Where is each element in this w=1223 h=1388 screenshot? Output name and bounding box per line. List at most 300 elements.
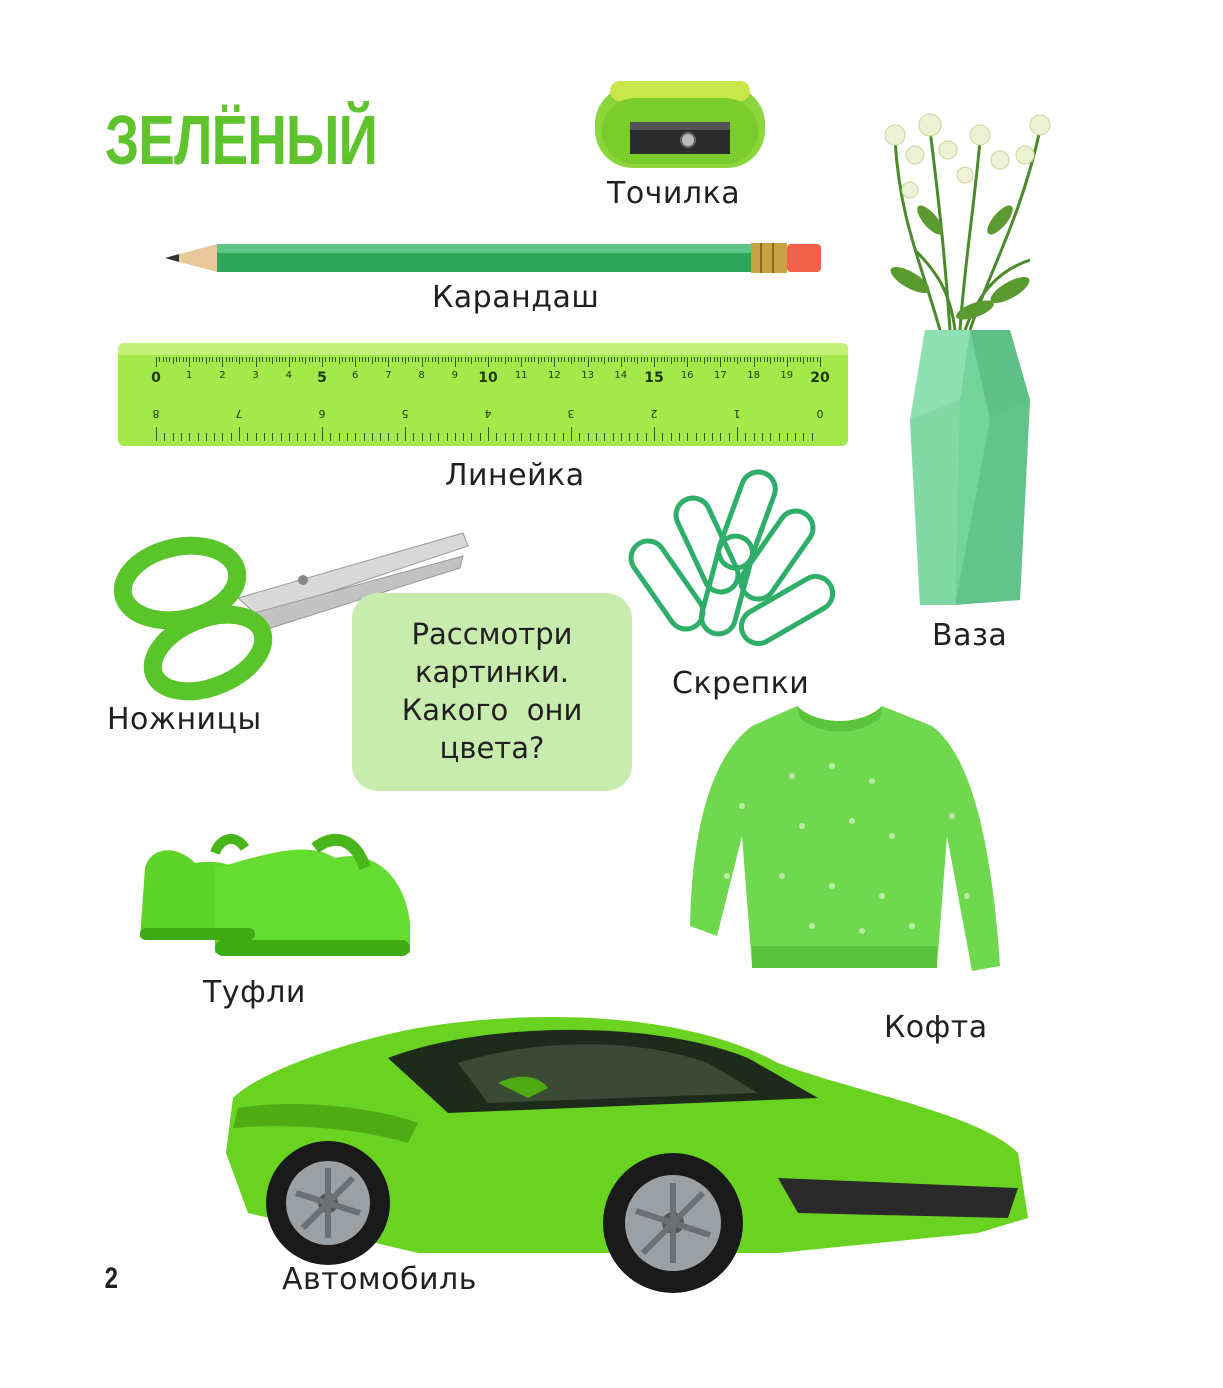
ruler-top-number: 17 — [714, 370, 727, 381]
ruler-minor-tick — [677, 357, 678, 362]
ruler-minor-tick — [747, 357, 748, 362]
ruler-top-number: 8 — [418, 370, 425, 381]
ruler-minor-tick — [199, 357, 200, 362]
ruler-minor-tick — [561, 357, 562, 362]
ruler-bottom-number: 5 — [401, 407, 409, 420]
ruler-bottom-tick — [198, 433, 199, 441]
bubble-line-1: Рассмотри — [411, 617, 573, 651]
ruler-tick — [256, 357, 257, 367]
ruler-top-number: 13 — [581, 370, 594, 381]
ruler-minor-tick — [458, 357, 459, 362]
ruler-bottom-tick — [779, 433, 780, 441]
ruler-top-number: 14 — [614, 370, 628, 381]
ruler-minor-tick — [362, 357, 363, 362]
ruler-top-number: 16 — [680, 370, 694, 381]
ruler-minor-tick — [508, 357, 509, 362]
ruler-minor-tick — [179, 357, 180, 362]
ruler-bottom-tick — [430, 433, 431, 441]
ruler-minor-tick — [491, 357, 492, 362]
ruler-minor-tick — [418, 357, 419, 362]
ruler-top-number: 10 — [478, 370, 498, 386]
ruler-minor-tick — [750, 357, 751, 362]
ruler-bottom-tick — [679, 433, 680, 441]
ruler-minor-tick — [594, 357, 595, 362]
ruler-bottom-tick — [637, 433, 638, 441]
ruler-bottom-tick — [488, 427, 489, 441]
ruler-minor-tick — [684, 357, 685, 362]
paperclips-image — [640, 465, 845, 645]
ruler-minor-tick — [312, 357, 313, 362]
ruler-minor-tick — [438, 357, 439, 364]
ruler-minor-tick — [498, 357, 499, 362]
bubble-line-4: цвета? — [439, 731, 545, 765]
ruler-minor-tick — [767, 357, 768, 362]
ruler-minor-tick — [764, 357, 765, 362]
ruler-minor-tick — [232, 357, 233, 362]
ruler-minor-tick — [478, 357, 479, 362]
ruler-minor-tick — [432, 357, 433, 362]
ruler-bottom-tick — [364, 433, 365, 441]
ruler-minor-tick — [730, 357, 731, 362]
ruler-bottom-tick — [646, 433, 647, 441]
ruler-minor-tick — [226, 357, 227, 362]
ruler-minor-tick — [564, 357, 565, 362]
ruler-minor-tick — [461, 357, 462, 362]
ruler-minor-tick — [581, 357, 582, 362]
ruler-minor-tick — [813, 357, 814, 362]
ruler-minor-tick — [797, 357, 798, 362]
ruler-top-number: 11 — [514, 370, 528, 381]
ruler-minor-tick — [760, 357, 761, 362]
ruler-bottom-tick — [687, 433, 688, 441]
ruler-bottom-tick — [530, 433, 531, 441]
ruler-minor-tick — [681, 357, 682, 362]
ruler-minor-tick — [617, 357, 618, 362]
ruler-minor-tick — [295, 357, 296, 362]
ruler-minor-tick — [471, 357, 472, 364]
ruler-bottom-tick — [413, 433, 414, 441]
pencil-image — [165, 240, 825, 276]
ruler-minor-tick — [647, 357, 648, 362]
ruler-minor-tick — [285, 357, 286, 362]
ruler-minor-tick — [770, 357, 771, 364]
ruler-bottom-number: 6 — [318, 407, 326, 420]
ruler-bottom-tick — [546, 433, 547, 441]
ruler-minor-tick — [352, 357, 353, 362]
ruler-tick — [488, 357, 489, 367]
ruler-minor-tick — [378, 357, 379, 362]
ruler-bottom-tick — [513, 433, 514, 441]
ruler-bottom-number: 3 — [567, 407, 575, 420]
car-image — [218, 1003, 1033, 1303]
vase-label: Ваза — [932, 618, 1008, 653]
ruler-minor-tick — [279, 357, 280, 362]
ruler-tick — [388, 357, 389, 367]
ruler-minor-tick — [558, 357, 559, 362]
ruler-minor-tick — [697, 357, 698, 362]
ruler-bottom-tick — [754, 433, 755, 441]
ruler-bottom-tick — [339, 433, 340, 441]
ruler-tick — [156, 357, 157, 367]
ruler-top-scale — [151, 357, 830, 397]
ruler-image — [118, 343, 848, 446]
ruler-minor-tick — [392, 357, 393, 362]
ruler-bottom-number: 7 — [235, 407, 243, 420]
ruler-tick — [521, 357, 522, 367]
ruler-bottom-tick — [604, 433, 605, 441]
ruler-minor-tick — [568, 357, 569, 362]
ruler-minor-tick — [169, 357, 170, 362]
ruler-tick — [322, 357, 323, 367]
ruler-top-number: 20 — [810, 370, 830, 386]
ruler-bottom-tick — [596, 433, 597, 441]
ruler-minor-tick — [634, 357, 635, 362]
ruler-minor-tick — [551, 357, 552, 362]
ruler-minor-tick — [163, 357, 164, 362]
ruler-minor-tick — [574, 357, 575, 362]
ruler-top-number: 18 — [747, 370, 760, 381]
ruler-bottom-tick — [281, 433, 282, 441]
ruler-minor-tick — [325, 357, 326, 362]
ruler-top-number: 2 — [219, 370, 226, 381]
ruler-tick — [222, 357, 223, 367]
ruler-minor-tick — [774, 357, 775, 362]
ruler-tick — [189, 357, 190, 367]
ruler-bottom-tick — [222, 433, 223, 441]
ruler-minor-tick — [385, 357, 386, 362]
question-bubble — [352, 593, 632, 791]
ruler-bottom-tick — [347, 433, 348, 441]
ruler-minor-tick — [408, 357, 409, 362]
ruler-minor-tick — [412, 357, 413, 362]
ruler-minor-tick — [299, 357, 300, 362]
ruler-bottom-tick — [729, 433, 730, 441]
ruler-bottom-tick — [181, 433, 182, 441]
ruler-top-number: 1 — [186, 370, 193, 381]
ruler-bottom-tick — [704, 433, 705, 441]
ruler-minor-tick — [528, 357, 529, 362]
ruler-minor-tick — [209, 357, 210, 362]
ruler-minor-tick — [451, 357, 452, 362]
ruler-minor-tick — [428, 357, 429, 362]
ruler-tick — [687, 357, 688, 367]
ruler-minor-tick — [159, 357, 160, 362]
ruler-minor-tick — [262, 357, 263, 362]
sharpener-label: Точилка — [607, 176, 741, 211]
ruler-minor-tick — [186, 357, 187, 362]
shoes-image — [135, 828, 415, 963]
ruler-minor-tick — [435, 357, 436, 362]
ruler-bottom-tick — [563, 433, 564, 441]
ruler-bottom-tick — [164, 433, 165, 441]
ruler-label: Линейка — [445, 458, 585, 493]
ruler-bottom-tick — [247, 433, 248, 441]
ruler-minor-tick — [714, 357, 715, 362]
ruler-minor-tick — [817, 357, 818, 362]
ruler-bottom-tick — [471, 433, 472, 441]
ruler-bottom-tick — [256, 433, 257, 441]
ruler-bottom-tick — [480, 433, 481, 441]
ruler-minor-tick — [511, 357, 512, 362]
ruler-minor-tick — [674, 357, 675, 362]
ruler-bottom-tick — [314, 433, 315, 441]
ruler-minor-tick — [345, 357, 346, 362]
ruler-minor-tick — [737, 357, 738, 364]
ruler-bottom-tick — [372, 433, 373, 441]
ruler-minor-tick — [704, 357, 705, 364]
ruler-bottom-tick — [795, 433, 796, 441]
ruler-minor-tick — [515, 357, 516, 362]
ruler-top-number: 15 — [644, 370, 664, 386]
ruler-minor-tick — [624, 357, 625, 362]
sweater-label: Кофта — [884, 1010, 988, 1045]
ruler-minor-tick — [641, 357, 642, 362]
ruler-minor-tick — [398, 357, 399, 362]
ruler-bottom-tick — [422, 433, 423, 441]
ruler-minor-tick — [548, 357, 549, 362]
ruler-minor-tick — [627, 357, 628, 362]
ruler-minor-tick — [212, 357, 213, 362]
ruler-minor-tick — [242, 357, 243, 362]
ruler-bottom-tick — [654, 427, 655, 441]
ruler-minor-tick — [375, 357, 376, 362]
ruler-minor-tick — [252, 357, 253, 362]
ruler-minor-tick — [807, 357, 808, 362]
ruler-minor-tick — [724, 357, 725, 362]
ruler-minor-tick — [249, 357, 250, 362]
ruler-bottom-tick — [239, 427, 240, 441]
ruler-minor-tick — [276, 357, 277, 362]
ruler-minor-tick — [644, 357, 645, 362]
ruler-minor-tick — [790, 357, 791, 362]
ruler-bottom-tick — [297, 433, 298, 441]
ruler-bottom-tick — [463, 433, 464, 441]
ruler-top-number: 12 — [548, 370, 561, 381]
ruler-minor-tick — [783, 357, 784, 362]
ruler-minor-tick — [332, 357, 333, 362]
ruler-minor-tick — [541, 357, 542, 362]
ruler-minor-tick — [803, 357, 804, 364]
ruler-top-number: 4 — [285, 370, 292, 381]
ruler-bottom-tick — [720, 433, 721, 441]
ruler-minor-tick — [176, 357, 177, 362]
ruler-bottom-tick — [745, 433, 746, 441]
ruler-bottom-tick — [505, 433, 506, 441]
ruler-bottom-tick — [621, 433, 622, 441]
ruler-bottom-tick — [696, 433, 697, 441]
ruler-minor-tick — [236, 357, 237, 362]
ruler-minor-tick — [448, 357, 449, 362]
ruler-minor-tick — [538, 357, 539, 364]
ruler-bottom-number: 2 — [650, 407, 658, 420]
ruler-minor-tick — [481, 357, 482, 362]
ruler-bottom-tick — [613, 433, 614, 441]
ruler-minor-tick — [485, 357, 486, 362]
ruler-tick — [355, 357, 356, 367]
ruler-tick — [455, 357, 456, 367]
ruler-minor-tick — [259, 357, 260, 362]
ruler-minor-tick — [193, 357, 194, 362]
ruler-tick — [787, 357, 788, 367]
ruler-bottom-tick — [496, 433, 497, 441]
ruler-minor-tick — [359, 357, 360, 362]
ruler-minor-tick — [710, 357, 711, 362]
ruler-minor-tick — [349, 357, 350, 362]
ruler-minor-tick — [272, 357, 273, 364]
ruler-bottom-tick — [737, 427, 738, 441]
ruler-bottom-tick — [173, 433, 174, 441]
ruler-minor-tick — [604, 357, 605, 364]
bubble-line-2: картинки. — [415, 655, 569, 689]
page-number: 2 — [104, 1262, 119, 1295]
ruler-bottom-tick — [322, 427, 323, 441]
ruler-bottom-tick — [770, 433, 771, 441]
ruler-bottom-number: 1 — [733, 407, 741, 420]
ruler-bottom-number: 0 — [816, 407, 824, 420]
ruler-minor-tick — [309, 357, 310, 362]
ruler-minor-tick — [292, 357, 293, 362]
ruler-minor-tick — [216, 357, 217, 362]
ruler-bottom-tick — [305, 433, 306, 441]
sharpener-image — [590, 78, 770, 173]
ruler-bottom-tick — [355, 433, 356, 441]
ruler-bottom-tick — [712, 433, 713, 441]
ruler-bottom-number: 8 — [152, 407, 160, 420]
ruler-minor-tick — [611, 357, 612, 362]
ruler-bottom-tick — [521, 433, 522, 441]
ruler-minor-tick — [425, 357, 426, 362]
ruler-bottom-tick — [629, 433, 630, 441]
ruler-bottom-tick — [330, 433, 331, 441]
ruler-tick — [554, 357, 555, 367]
ruler-minor-tick — [780, 357, 781, 362]
ruler-minor-tick — [302, 357, 303, 362]
ruler-bottom-number: 4 — [484, 407, 492, 420]
ruler-minor-tick — [694, 357, 695, 362]
ruler-minor-tick — [405, 357, 406, 364]
sweater-image — [682, 696, 1002, 981]
ruler-bottom-tick — [803, 433, 804, 441]
ruler-minor-tick — [315, 357, 316, 362]
ruler-minor-tick — [196, 357, 197, 362]
ruler-minor-tick — [578, 357, 579, 362]
ruler-minor-tick — [183, 357, 184, 362]
ruler-bottom-tick — [388, 433, 389, 441]
ruler-bottom-tick — [538, 433, 539, 441]
ruler-minor-tick — [571, 357, 572, 364]
shoes-label: Туфли — [203, 975, 306, 1010]
ruler-bottom-tick — [588, 433, 589, 441]
ruler-minor-tick — [700, 357, 701, 362]
ruler-minor-tick — [339, 357, 340, 364]
ruler-minor-tick — [534, 357, 535, 362]
ruler-minor-tick — [305, 357, 306, 364]
ruler-bottom-tick — [438, 433, 439, 441]
ruler-minor-tick — [591, 357, 592, 362]
ruler-minor-tick — [614, 357, 615, 362]
ruler-tick — [654, 357, 655, 367]
ruler-top-number: 0 — [151, 370, 161, 386]
ruler-top-number: 3 — [252, 370, 259, 381]
page-title: ЗЕЛЁНЫЙ — [105, 101, 378, 179]
ruler-minor-tick — [671, 357, 672, 364]
ruler-top-number: 19 — [780, 370, 794, 381]
ruler-minor-tick — [402, 357, 403, 362]
ruler-minor-tick — [342, 357, 343, 362]
ruler-minor-tick — [518, 357, 519, 362]
ruler-minor-tick — [415, 357, 416, 362]
ruler-minor-tick — [282, 357, 283, 362]
ruler-minor-tick — [219, 357, 220, 362]
scissors-label: Ножницы — [107, 702, 262, 737]
ruler-minor-tick — [667, 357, 668, 362]
ruler-minor-tick — [637, 357, 638, 364]
ruler-minor-tick — [166, 357, 167, 362]
ruler-minor-tick — [173, 357, 174, 364]
ruler-minor-tick — [229, 357, 230, 362]
ruler-minor-tick — [269, 357, 270, 362]
ruler-minor-tick — [495, 357, 496, 362]
ruler-tick — [621, 357, 622, 367]
ruler-minor-tick — [664, 357, 665, 362]
ruler-bottom-tick — [662, 433, 663, 441]
ruler-minor-tick — [525, 357, 526, 362]
ruler-bottom-tick — [156, 427, 157, 441]
ruler-minor-tick — [468, 357, 469, 362]
ruler-minor-tick — [246, 357, 247, 362]
ruler-bottom-tick — [397, 433, 398, 441]
ruler-minor-tick — [657, 357, 658, 362]
ruler-tick — [720, 357, 721, 367]
ruler-bottom-tick — [571, 427, 572, 441]
ruler-minor-tick — [206, 357, 207, 364]
ruler-minor-tick — [372, 357, 373, 364]
ruler-bottom-tick — [405, 427, 406, 441]
ruler-minor-tick — [691, 357, 692, 362]
pencil-label: Карандаш — [432, 280, 600, 315]
ruler-bottom-tick — [206, 433, 207, 441]
ruler-minor-tick — [202, 357, 203, 362]
ruler-bottom-tick — [214, 433, 215, 441]
ruler-minor-tick — [810, 357, 811, 362]
ruler-minor-tick — [793, 357, 794, 362]
ruler-minor-tick — [505, 357, 506, 364]
ruler-tick — [754, 357, 755, 367]
ruler-bottom-scale — [152, 403, 824, 443]
ruler-minor-tick — [382, 357, 383, 362]
ruler-tick — [289, 357, 290, 367]
ruler-bottom-tick — [380, 433, 381, 441]
ruler-bottom-tick — [289, 433, 290, 441]
ruler-top-number: 7 — [385, 370, 392, 381]
ruler-tick — [422, 357, 423, 367]
ruler-minor-tick — [777, 357, 778, 362]
ruler-minor-tick — [531, 357, 532, 362]
ruler-bottom-tick — [671, 433, 672, 441]
bubble-line-3: Какого они — [401, 693, 583, 727]
ruler-minor-tick — [598, 357, 599, 362]
ruler-bottom-tick — [554, 433, 555, 441]
ruler-minor-tick — [707, 357, 708, 362]
ruler-minor-tick — [544, 357, 545, 362]
ruler-minor-tick — [442, 357, 443, 362]
ruler-bottom-tick — [447, 433, 448, 441]
ruler-bottom-tick — [264, 433, 265, 441]
ruler-minor-tick — [465, 357, 466, 362]
ruler-top-number: 5 — [317, 370, 327, 386]
ruler-bottom-tick — [272, 433, 273, 441]
ruler-minor-tick — [661, 357, 662, 362]
